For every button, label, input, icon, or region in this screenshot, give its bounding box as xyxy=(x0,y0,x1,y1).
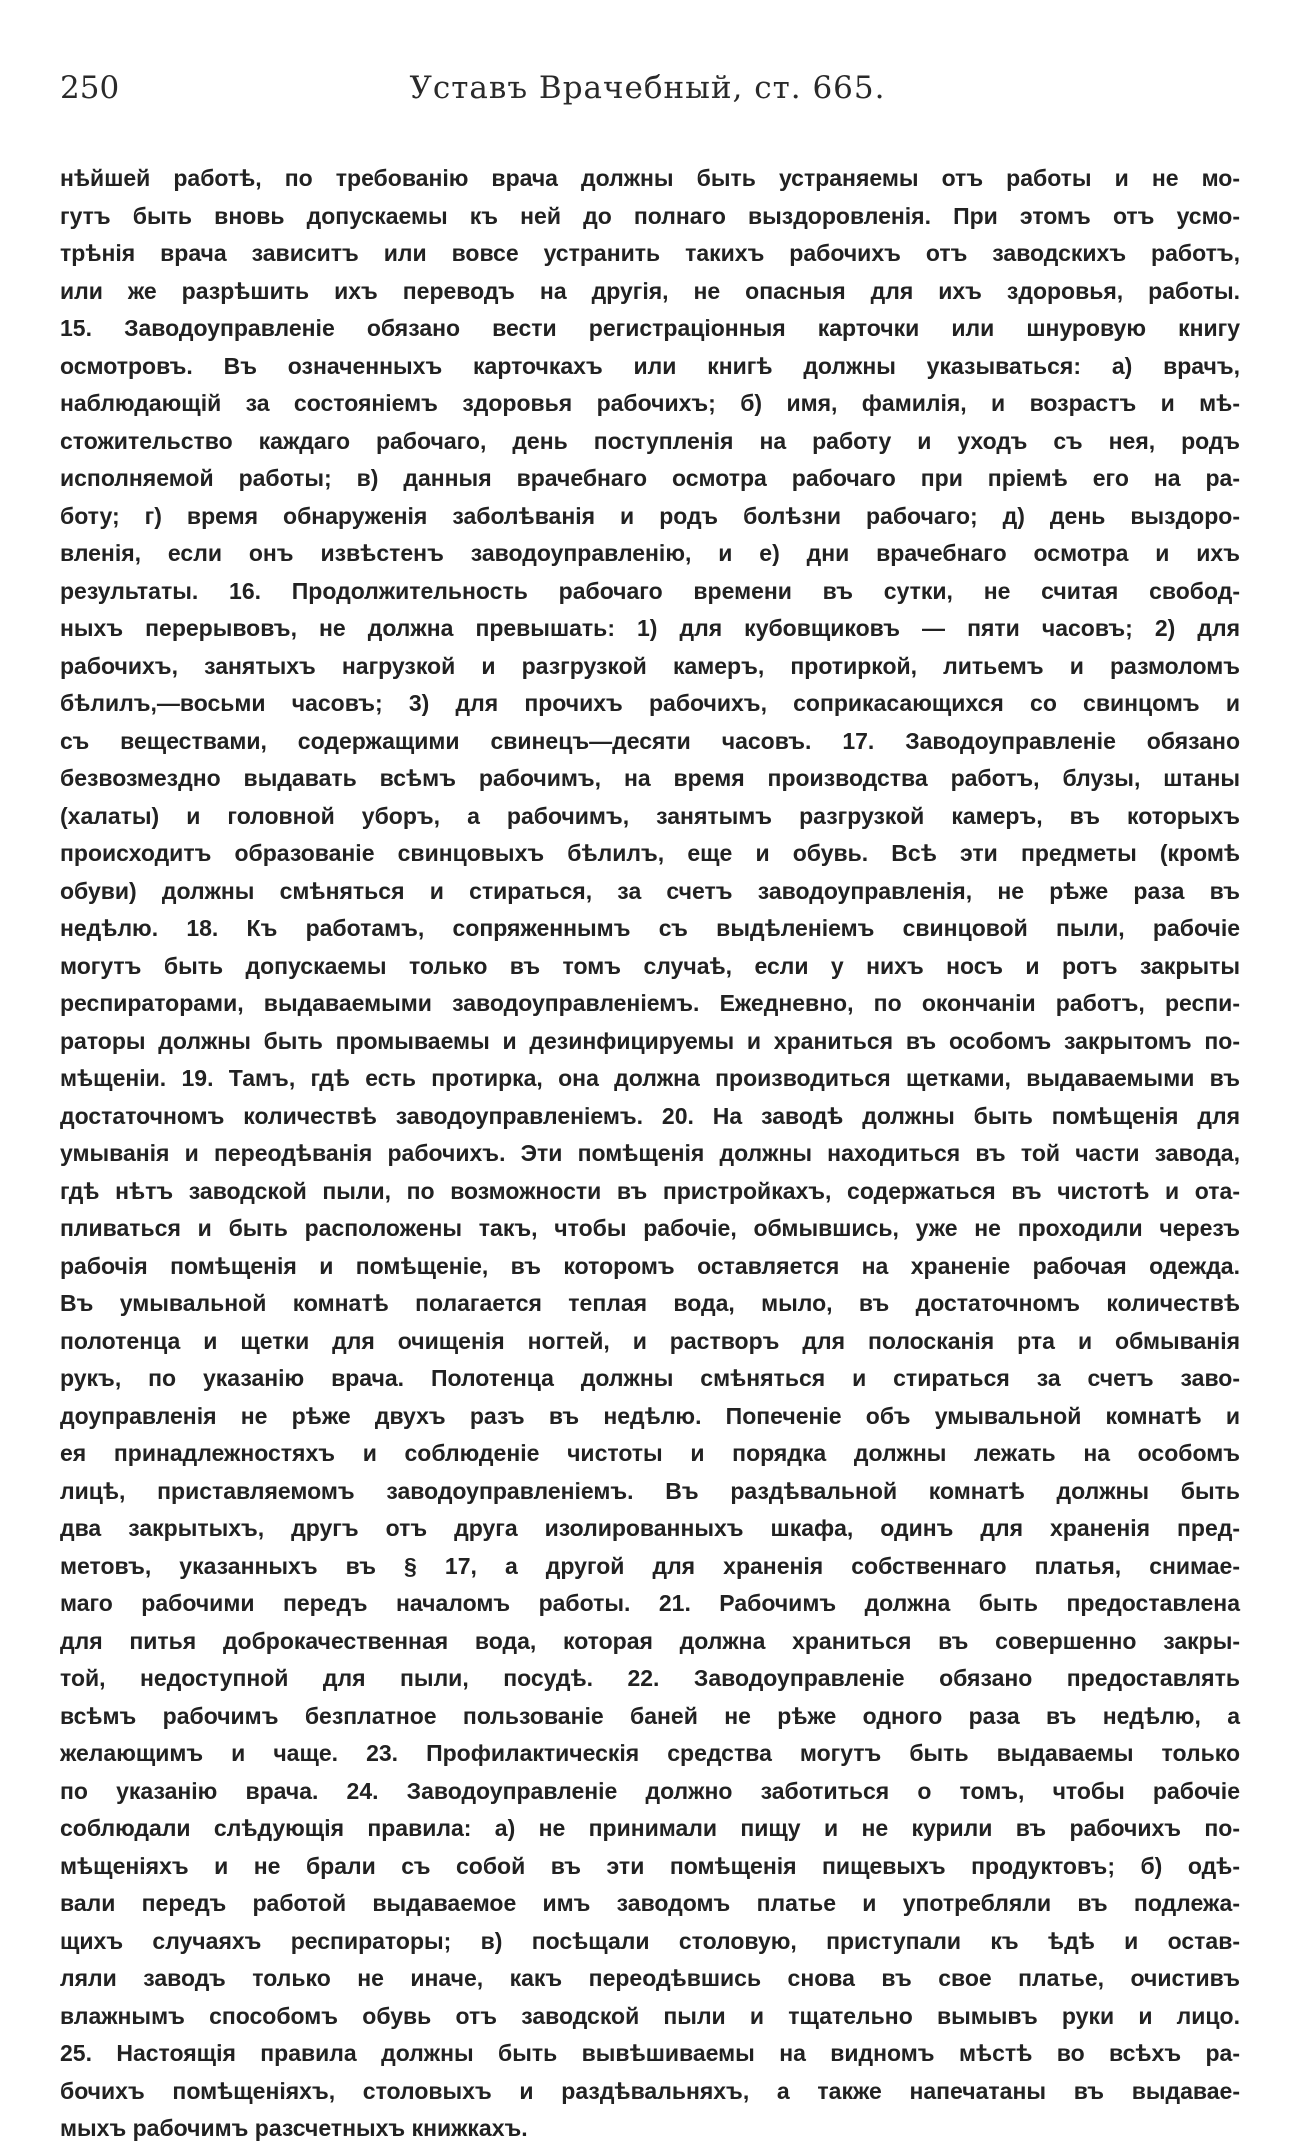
text-line: ныхъ перерывовъ, не должна превышать: 1) для кубовщиковъ — пяти часовъ; 2) для xyxy=(60,615,1240,641)
text-line: мѣщеніяхъ и не брали съ собой въ эти помѣщенія пищевыхъ продуктовъ; б) одѣ- xyxy=(60,1852,1240,1879)
text-line: умыванія и переодѣванія рабочихъ. Эти помѣщенія должны находиться въ той части завода, xyxy=(60,1140,1240,1166)
text-line: той, недоступной для пыли, посудѣ. 22. Заводоуправленіе обязано предоставлять xyxy=(60,1665,1240,1691)
text-line: ея принадлежностяхъ и соблюденіе чистоты и порядка должны лежать на особомъ xyxy=(60,1440,1240,1466)
running-title: Уставъ Врачебный, ст. 665. xyxy=(409,70,886,106)
text-line: всѣмъ рабочимъ безплатное пользованіе баней не рѣже одного раза въ недѣлю, а xyxy=(60,1702,1240,1729)
text-line: 25. Настоящія правила должны быть вывѣшиваемы на видномъ мѣстѣ во всѣхъ ра- xyxy=(60,2040,1240,2066)
text-line: мыхъ рабочимъ разсчетныхъ книжкахъ. xyxy=(60,2115,528,2141)
text-line: 15. Заводоуправленіе обязано вести регистраціонныя карточки или шнуровую книгу xyxy=(60,315,1240,341)
text-line: раторы должны быть промываемы и дезинфицируемы и храниться въ особомъ закрытомъ по- xyxy=(60,1027,1240,1054)
text-line: обуви) должны смѣняться и стираться, за счетъ заводоуправленія, не рѣже раза въ xyxy=(60,877,1240,904)
text-line: исполняемой работы; в) данныя врачебнаго осмотра рабочаго при пріемѣ его на ра- xyxy=(60,465,1240,491)
text-line: бочихъ помѣщеніяхъ, столовыхъ и раздѣвальняхъ, а также напечатаны въ выдавае- xyxy=(60,2077,1240,2104)
text-line: гдѣ нѣтъ заводской пыли, по возможности въ пристройкахъ, содержаться въ чистотѣ и ота- xyxy=(60,1177,1240,1204)
text-line: безвозмездно выдавать всѣмъ рабочимъ, на время производства работъ, блузы, штаны xyxy=(60,765,1240,791)
text-line: желающимъ и чаще. 23. Профилактическія средства могутъ быть выдаваемы только xyxy=(60,1740,1240,1766)
text-line: гутъ быть вновь допускаемы къ ней до полнаго выздоровленія. При этомъ отъ усмо- xyxy=(60,202,1240,229)
text-line: результаты. 16. Продолжительность рабочаго времени въ сутки, не считая свобод- xyxy=(60,577,1240,604)
text-line: бѣлилъ,—восьми часовъ; 3) для прочихъ рабочихъ, соприкасающихся со свинцомъ и xyxy=(60,690,1240,716)
text-line: осмотровъ. Въ означенныхъ карточкахъ или книгѣ должны указываться: а) врачъ, xyxy=(60,352,1240,379)
text-line: маго рабочими передъ началомъ работы. 21. Рабочимъ должна быть предоставлена xyxy=(60,1590,1240,1616)
text-line: Въ умывальной комнатѣ полагается теплая вода, мыло, въ достаточномъ количествѣ xyxy=(60,1290,1240,1316)
text-line: рабочихъ, занятыхъ нагрузкой и разгрузкой камеръ, протиркой, литьемъ и размоломъ xyxy=(60,652,1240,679)
text-line: метовъ, указанныхъ въ § 17, а другой для храненія собственнаго платья, снимае- xyxy=(60,1552,1240,1579)
text-line: (халаты) и головной уборъ, а рабочимъ, занятымъ разгрузкой камеръ, въ которыхъ xyxy=(60,802,1240,829)
text-line: стожительство каждаго рабочаго, день поступленія на работу и уходъ съ нея, родъ xyxy=(60,427,1240,454)
text-line: два закрытыхъ, другъ отъ друга изолированныхъ шкафа, одинъ для храненія пред- xyxy=(60,1515,1240,1541)
text-line: съ веществами, содержащими свинецъ—десяти часовъ. 17. Заводоуправленіе обязано xyxy=(60,727,1240,754)
text-line: могутъ быть допускаемы только въ томъ случаѣ, если у нихъ носъ и ротъ закрыты xyxy=(60,952,1240,979)
text-line: достаточномъ количествѣ заводоуправленіемъ. 20. На заводѣ должны быть помѣщенія для xyxy=(60,1102,1240,1129)
page-number: 250 xyxy=(60,70,120,106)
text-line: респираторами, выдаваемыми заводоуправленіемъ. Ежедневно, по окончаніи работъ, респи- xyxy=(60,990,1240,1016)
text-line: для питья доброкачественная вода, которая должна храниться въ совершенно закры- xyxy=(60,1627,1240,1654)
text-line: влажнымъ способомъ обувь отъ заводской пыли и тщательно вымывъ руки и лицо. xyxy=(60,2002,1240,2029)
text-line: вали передъ работой выдаваемое имъ заводомъ платье и употребляли въ подлежа- xyxy=(60,1890,1240,1916)
text-line: полотенца и щетки для очищенія ногтей, и растворъ для полосканія рта и обмыванія xyxy=(60,1327,1240,1354)
text-line: соблюдали слѣдующія правила: а) не принимали пищу и не курили въ рабочихъ по- xyxy=(60,1815,1240,1841)
text-line: по указанію врача. 24. Заводоуправленіе должно заботиться о томъ, чтобы рабочіе xyxy=(60,1777,1240,1804)
text-line: ляли заводъ только не иначе, какъ переодѣвшись снова въ свое платье, очистивъ xyxy=(60,1965,1240,1991)
text-line: рабочія помѣщенія и помѣщеніе, въ которомъ оставляется на храненіе рабочая одежда. xyxy=(60,1252,1240,1279)
text-line: боту; г) время обнаруженія заболѣванія и родъ болѣзни рабочаго; д) день выздоро- xyxy=(60,502,1240,529)
body-text xyxy=(60,160,1240,2148)
text-line: вленія, если онъ извѣстенъ заводоуправленію, и е) дни врачебнаго осмотра и ихъ xyxy=(60,540,1240,566)
text-line: нѣйшей работѣ, по требованію врача должны быть устраняемы отъ работы и не мо- xyxy=(60,165,1240,191)
text-line: трѣнія врача зависитъ или вовсе устранить такихъ рабочихъ отъ заводскихъ работъ, xyxy=(60,240,1240,266)
text-line: мѣщеніи. 19. Тамъ, гдѣ есть протирка, она должна производиться щетками, выдаваемыми въ xyxy=(60,1065,1240,1091)
text-line: рукъ, по указанію врача. Полотенца должны смѣняться и стираться за счетъ заво- xyxy=(60,1365,1240,1391)
text-line: щихъ случаяхъ респираторы; в) посѣщали столовую, приступали къ ѣдѣ и остав- xyxy=(60,1927,1240,1954)
text-line: наблюдающій за состояніемъ здоровья рабочихъ; б) имя, фамилія, и возрастъ и мѣ- xyxy=(60,390,1240,416)
text-line: доуправленія не рѣже двухъ разъ въ недѣлю. Попеченіе объ умывальной комнатѣ и xyxy=(60,1402,1240,1429)
text-line: недѣлю. 18. Къ работамъ, сопряженнымъ съ выдѣленіемъ свинцовой пыли, рабочіе xyxy=(60,915,1240,941)
text-line: лицѣ, приставляемомъ заводоуправленіемъ. Въ раздѣвальной комнатѣ должны быть xyxy=(60,1477,1240,1504)
page-header xyxy=(60,70,1235,120)
text-line: происходитъ образованіе свинцовыхъ бѣлилъ, еще и обувь. Всѣ эти предметы (кромѣ xyxy=(60,840,1240,866)
text-line: пливаться и быть расположены такъ, чтобы рабочіе, обмывшись, уже не проходили черезъ xyxy=(60,1215,1240,1241)
text-line: или же разрѣшить ихъ переводъ на другія, не опасныя для ихъ здоровья, работы. xyxy=(60,277,1240,304)
